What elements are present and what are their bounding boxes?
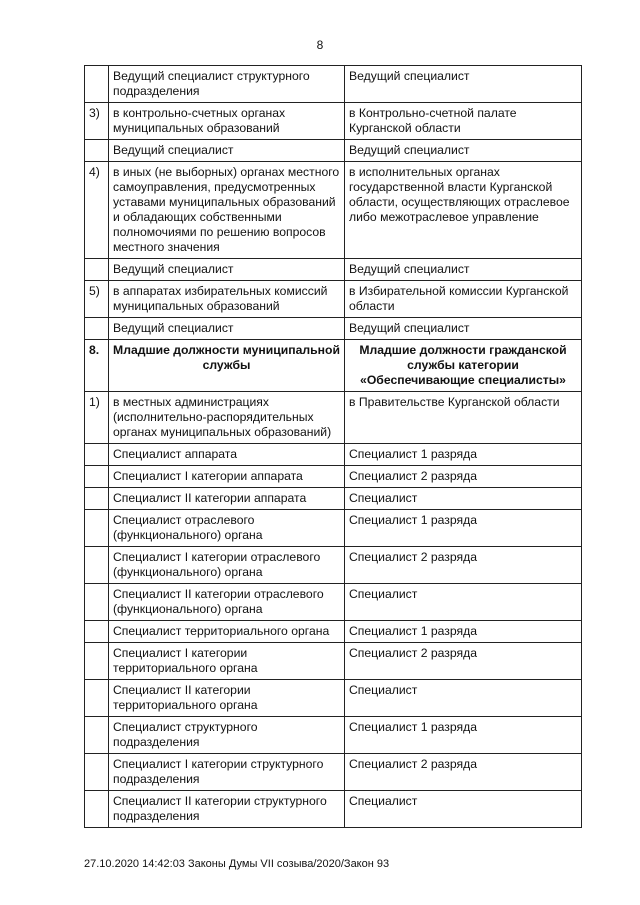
row-number-cell: 1) — [85, 392, 109, 444]
table-row — [85, 510, 582, 547]
municipal-position-cell: Ведущий специалист структурного подразделения — [109, 66, 345, 103]
municipal-position-cell: Специалист I категории аппарата — [109, 466, 345, 488]
municipal-position-cell: Специалист I категории отраслевого (функционального) органа — [109, 547, 345, 584]
municipal-position-cell: Специалист II категории структурного подразделения — [109, 791, 345, 828]
table-row — [85, 717, 582, 754]
table-row — [85, 259, 582, 281]
row-number-cell — [85, 466, 109, 488]
row-number-cell — [85, 791, 109, 828]
table-row — [85, 791, 582, 828]
table-row — [85, 547, 582, 584]
municipal-position-cell: Специалист структурного подразделения — [109, 717, 345, 754]
civil-service-position-cell: в Избирательной комиссии Курганской области — [345, 281, 582, 318]
civil-service-position-cell: в Правительстве Курганской области — [345, 392, 582, 444]
civil-service-position-cell: Специалист — [345, 584, 582, 621]
civil-service-position-cell: в Контрольно-счетной палате Курганской области — [345, 103, 582, 140]
row-number-cell — [85, 488, 109, 510]
table-row — [85, 103, 582, 140]
row-number-cell — [85, 318, 109, 340]
row-number-cell: 8. — [85, 340, 109, 392]
table-row — [85, 643, 582, 680]
civil-service-position-cell: Специалист 2 разряда — [345, 754, 582, 791]
municipal-position-cell: Ведущий специалист — [109, 318, 345, 340]
row-number-cell — [85, 754, 109, 791]
municipal-position-cell: Специалист II категории отраслевого (функционального) органа — [109, 584, 345, 621]
civil-service-position-cell: Специалист — [345, 680, 582, 717]
table-row — [85, 392, 582, 444]
row-number-cell — [85, 510, 109, 547]
row-number-cell — [85, 680, 109, 717]
table-row — [85, 680, 582, 717]
table-row — [85, 66, 582, 103]
civil-service-position-cell: Специалист — [345, 488, 582, 510]
civil-service-position-cell: Специалист 1 разряда — [345, 717, 582, 754]
table-row — [85, 140, 582, 162]
table-row — [85, 621, 582, 643]
table-header-row — [85, 340, 582, 392]
municipal-position-cell: в иных (не выборных) органах местного самоуправления, предусмотренных уставами муниципальных образований и обладающих собственными полномочиями по решению вопросов местного значения — [109, 162, 345, 259]
table-row — [85, 162, 582, 259]
positions-table — [84, 65, 582, 828]
civil-service-position-cell: Специалист 1 разряда — [345, 444, 582, 466]
civil-service-position-cell: Специалист 1 разряда — [345, 510, 582, 547]
civil-service-position-cell: Младшие должности гражданской службы категории «Обеспечивающие специалисты» — [345, 340, 582, 392]
row-number-cell: 5) — [85, 281, 109, 318]
municipal-position-cell: Ведущий специалист — [109, 259, 345, 281]
municipal-position-cell: Специалист отраслевого (функционального) органа — [109, 510, 345, 547]
table-row — [85, 488, 582, 510]
civil-service-position-cell: Ведущий специалист — [345, 140, 582, 162]
municipal-position-cell: в местных администрациях (исполнительно-распорядительных органах муниципальных образований) — [109, 392, 345, 444]
row-number-cell — [85, 66, 109, 103]
municipal-position-cell: Ведущий специалист — [109, 140, 345, 162]
municipal-position-cell: Специалист территориального органа — [109, 621, 345, 643]
municipal-position-cell: Специалист II категории территориального органа — [109, 680, 345, 717]
row-number-cell — [85, 621, 109, 643]
civil-service-position-cell: Ведущий специалист — [345, 259, 582, 281]
row-number-cell — [85, 547, 109, 584]
civil-service-position-cell: Ведущий специалист — [345, 318, 582, 340]
municipal-position-cell: Специалист I категории структурного подразделения — [109, 754, 345, 791]
municipal-position-cell: Специалист I категории территориального органа — [109, 643, 345, 680]
municipal-position-cell: Специалист аппарата — [109, 444, 345, 466]
row-number-cell — [85, 259, 109, 281]
civil-service-position-cell: Специалист 2 разряда — [345, 643, 582, 680]
positions-table-body — [85, 66, 582, 828]
footer-text: 27.10.2020 14:42:03 Законы Думы VII созыва/2020/Закон 93 — [84, 858, 390, 870]
row-number-cell — [85, 444, 109, 466]
row-number-cell — [85, 584, 109, 621]
page-number: 8 — [316, 38, 324, 52]
row-number-cell: 3) — [85, 103, 109, 140]
municipal-position-cell: Специалист II категории аппарата — [109, 488, 345, 510]
municipal-position-cell: в аппаратах избирательных комиссий муниципальных образований — [109, 281, 345, 318]
municipal-position-cell: в контрольно-счетных органах муниципальных образований — [109, 103, 345, 140]
table-row — [85, 281, 582, 318]
table-row — [85, 466, 582, 488]
row-number-cell — [85, 643, 109, 680]
table-row — [85, 444, 582, 466]
table-row — [85, 318, 582, 340]
civil-service-position-cell: Специалист — [345, 791, 582, 828]
municipal-position-cell: Младшие должности муниципальной службы — [109, 340, 345, 392]
civil-service-position-cell: в исполнительных органах государственной власти Курганской области, осуществляющих отраслевое либо межотраслевое управление — [345, 162, 582, 259]
table-row — [85, 584, 582, 621]
row-number-cell — [85, 717, 109, 754]
row-number-cell — [85, 140, 109, 162]
table-row — [85, 754, 582, 791]
row-number-cell: 4) — [85, 162, 109, 259]
civil-service-position-cell: Специалист 1 разряда — [345, 621, 582, 643]
civil-service-position-cell: Специалист 2 разряда — [345, 547, 582, 584]
civil-service-position-cell: Ведущий специалист — [345, 66, 582, 103]
civil-service-position-cell: Специалист 2 разряда — [345, 466, 582, 488]
